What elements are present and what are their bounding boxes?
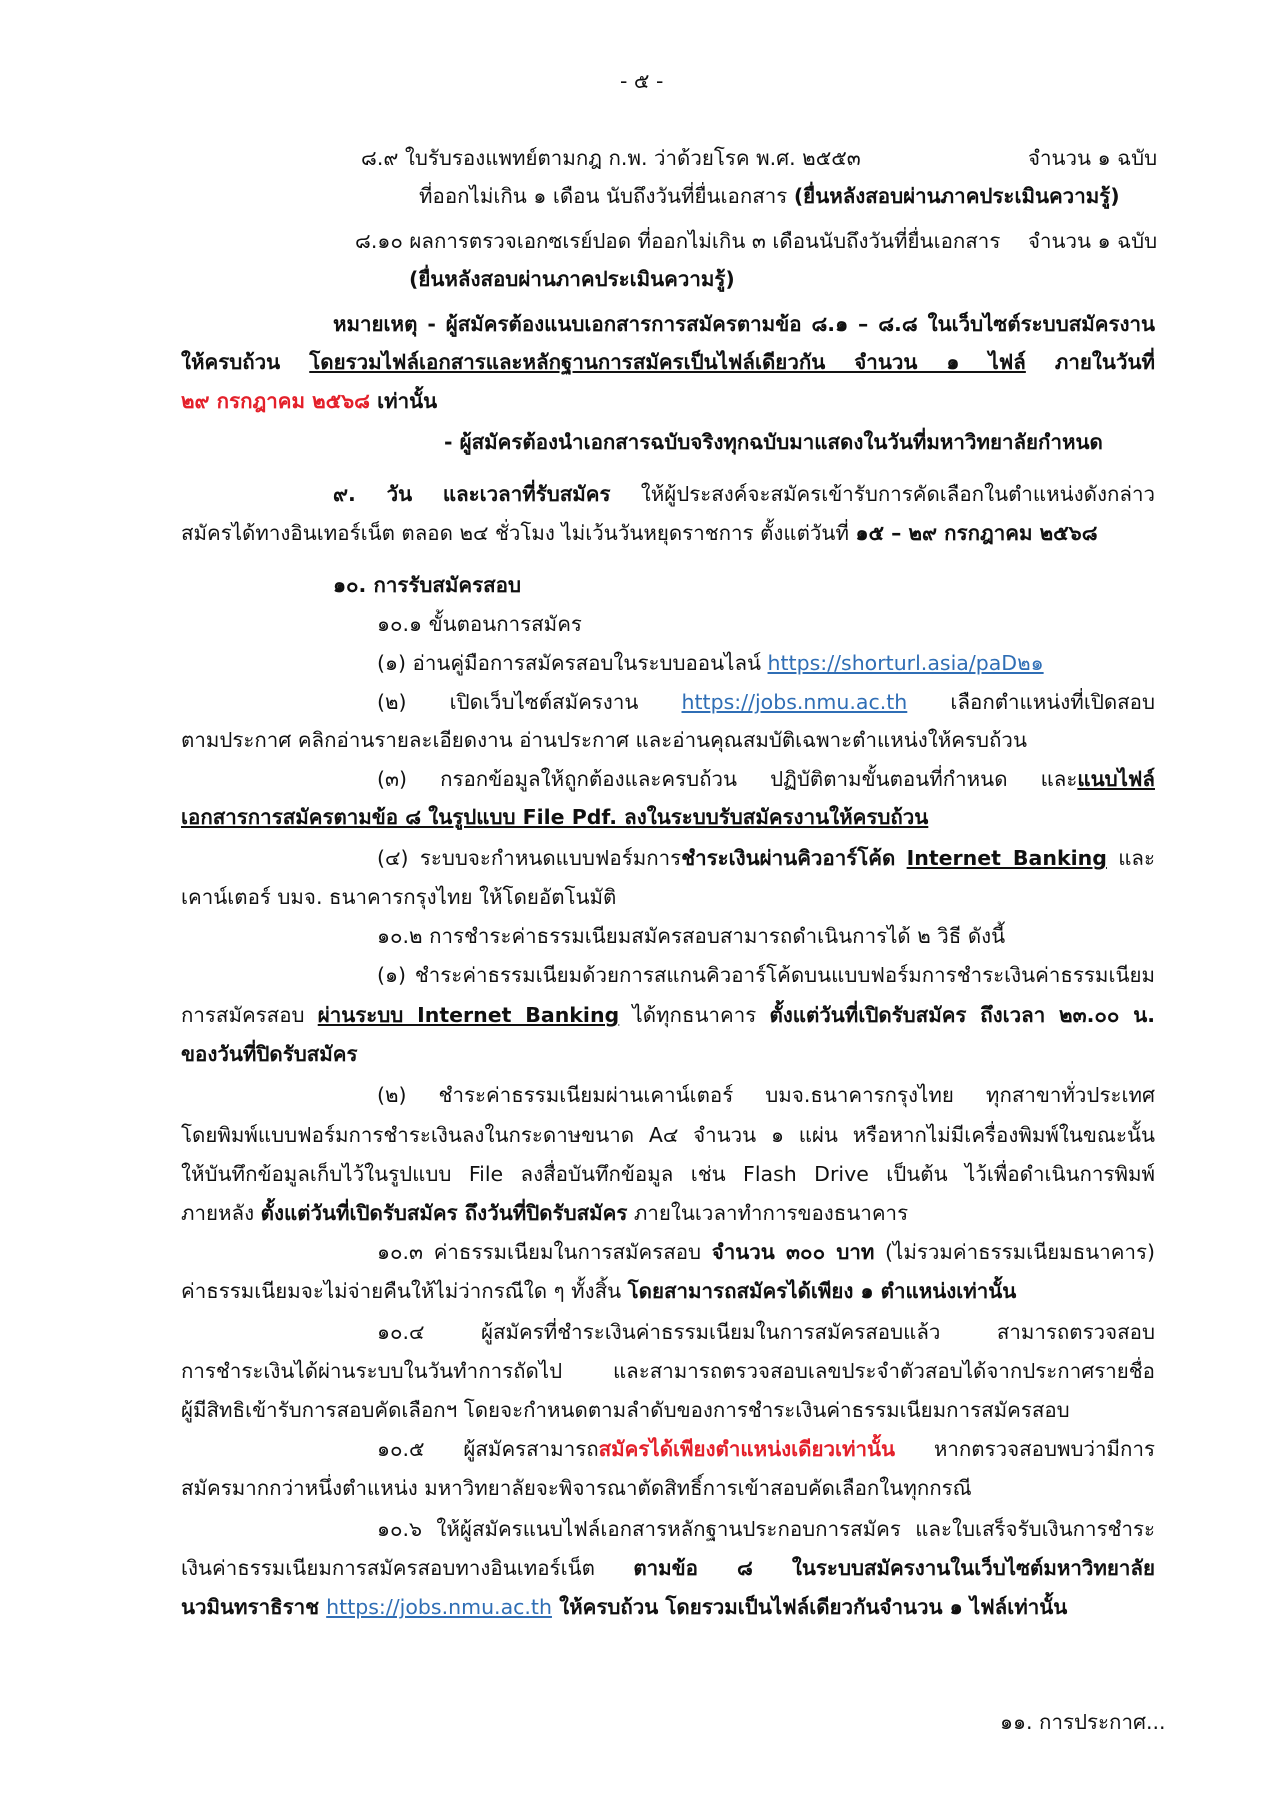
item-8-9-qty: จำนวน ๑ ฉบับ: [1028, 146, 1158, 170]
sec10-3-one-position: โดยสามารถสมัครได้เพียง ๑ ตำแหน่งเท่านั้น: [627, 1279, 1017, 1303]
sec10-2-item1-end-bold: ของวันที่ปิดรับสมัคร: [181, 1042, 358, 1066]
sec10-1-title: ๑๐.๑ ขั้นตอนการสมัคร: [377, 612, 582, 636]
item-8-10-line2-bold: (ยื่นหลังสอบผ่านภาคประเมินความรู้): [409, 267, 735, 291]
sec10-6-line3: [181, 1592, 1067, 1622]
sec9-line1: [333, 479, 1155, 509]
sec10-6-c: ตามข้อ ๘ ในระบบสมัครงานในเว็บไซต์มหาวิทยาลัย: [633, 1556, 1155, 1580]
sec10-2-item2-line2: โดยพิมพ์แบบฟอร์มการชำระเงินลงในกระดาษขนาด A๔ จำนวน ๑ แผ่น หรือหากไม่มีเครื่องพิมพ์ในขณะนั้น: [181, 1123, 1155, 1147]
sec9-date-range: ๑๕ – ๒๙ กรกฎาคม ๒๕๖๘: [855, 521, 1098, 545]
sec10-6-line2: [181, 1553, 1155, 1583]
sec10-5-warning: สมัครได้เพียงตำแหน่งเดียวเท่านั้น: [598, 1437, 896, 1461]
sec10-1-item1: [377, 648, 1044, 678]
item-8-9-line2: [419, 181, 1120, 211]
sec10-2-item2-line4: [181, 1198, 908, 1228]
sec10-3-cont: [181, 1276, 1016, 1306]
remark-line2: [181, 347, 1155, 377]
manual-link[interactable]: https://shorturl.asia/paD๒๑: [767, 651, 1044, 675]
item-8-9-line2-bold: (ยื่นหลังสอบผ่านภาคประเมินความรู้): [793, 184, 1120, 208]
sec10-4-line2: การชำระเงินได้ผ่านระบบในวันทำการถัดไป และสามารถตรวจสอบเลขประจำตัวสอบได้จากประกาศรายชื่อ: [181, 1359, 1155, 1383]
sec10-6-d: นวมินทราธิราช: [181, 1595, 327, 1619]
sec10-2-item2-line3: ให้บันทึกข้อมูลเก็บไว้ในรูปแบบ File ลงสื่อบันทึกข้อมูล เช่น Flash Drive เป็นต้น ไว้เพื่อดำเนินการพิมพ์: [181, 1162, 1155, 1186]
sec10-2-item2-period: ตั้งแต่วันที่เปิดรับสมัคร ถึงวันที่ปิดรับสมัคร: [260, 1201, 628, 1225]
remark-line3-b: เท่านั้น: [370, 389, 438, 413]
sec10-1-item4-cont: เคาน์เตอร์ บมจ. ธนาคารกรุงไทย ให้โดยอัตโนมัติ: [181, 885, 617, 909]
sec10-3-fee: จำนวน ๓๐๐ บาท: [711, 1240, 875, 1264]
sec10-1-item3-cont: [181, 802, 928, 832]
sec9-line1-text: ให้ผู้ประสงค์จะสมัครเข้ารับการคัดเลือกในตำแหน่งดังกล่าว: [610, 482, 1156, 506]
sec10-4: ๑๐.๔ ผู้สมัครที่ชำระเงินค่าธรรมเนียมในการสมัครสอบแล้ว สามารถตรวจสอบ: [377, 1320, 1155, 1344]
sec10-title: [333, 570, 521, 600]
next-section-footer: ๑๑. การประกาศ...: [1000, 1710, 1166, 1734]
item-8-9-line2-text: ที่ออกไม่เกิน ๑ เดือน นับถึงวันที่ยื่นเอกสาร: [419, 184, 794, 208]
sec10-2-item2-f: ภายในเวลาทำการของธนาคาร: [627, 1201, 909, 1225]
sec9-line2: [181, 518, 1098, 548]
remark-line2-a: ให้ครบถ้วน: [181, 350, 310, 374]
sec10-5-a: ๑๐.๕ ผู้สมัครสามารถ: [377, 1437, 599, 1461]
item-8-9-line1: ๘.๙ ใบรับรองแพทย์ตามกฎ ก.พ. ว่าด้วยโรค พ.ศ. ๒๕๕๓: [361, 146, 861, 170]
remark-line2-underlined: โดยรวมไฟล์เอกสารและหลักฐานการสมัครเป็นไฟล์เดียวกัน จำนวน ๑ ไฟล์: [309, 350, 1026, 374]
sec10-2-item2: (๒) ชำระค่าธรรมเนียมผ่านเคาน์เตอร์ บมจ.ธนาคารกรุงไทย ทุกสาขาทั่วประเทศ: [377, 1083, 1155, 1107]
sec10-1-item1-text: (๑) อ่านคู่มือการสมัครสอบในระบบออนไลน์: [377, 651, 768, 675]
sec10-1-item4: [377, 843, 1155, 873]
sec10-6-b: เงินค่าธรรมเนียมการสมัครสอบทางอินเทอร์เน็ต: [181, 1556, 634, 1580]
sec10-2-item1: (๑) ชำระค่าธรรมเนียมด้วยการสแกนคิวอาร์โค้ดบนแบบฟอร์มการชำระเงินค่าธรรมเนียม: [377, 963, 1155, 987]
sec10-2-item1-cont: [181, 1000, 1155, 1030]
sec9-title: ๙. วัน และเวลาที่รับสมัคร: [333, 482, 611, 506]
sec10-2-item1-end: [181, 1039, 357, 1069]
sec10-2-item1-banking: ผ่านระบบ Internet Banking: [317, 1003, 620, 1027]
sec10-6: ๑๐.๖ ให้ผู้สมัครแนบไฟล์เอกสารหลักฐานประกอบการสมัคร และใบเสร็จรับเงินการชำระ: [377, 1517, 1155, 1541]
sec10-6-e: ให้ครบถ้วน โดยรวมเป็นไฟล์เดียวกันจำนวน ๑ ไฟล์เท่านั้น: [551, 1595, 1068, 1619]
page-number: - ๕ -: [620, 69, 664, 93]
item-8-10-line1: ๘.๑๐ ผลการตรวจเอกซเรย์ปอด ที่ออกไม่เกิน ๓ เดือนนับถึงวันที่ยื่นเอกสาร: [355, 229, 1001, 253]
sec10-1-item2: [377, 687, 1155, 717]
remark-line4: [444, 427, 1103, 457]
sec10-1-item3: [377, 764, 1155, 794]
sec10-1-item4-and: และ: [1106, 846, 1155, 870]
remark-line2-c: ภายในวันที่: [1025, 350, 1155, 374]
sec10-5-line2: สมัครมากกว่าหนึ่งตำแหน่ง มหาวิทยาลัยจะพิจารณาตัดสิทธิ์การเข้าสอบคัดเลือกในทุกกรณี: [181, 1476, 972, 1500]
remark-line4-text: - ผู้สมัครต้องนำเอกสารฉบับจริงทุกฉบับมาแสดงในวันที่มหาวิทยาลัยกำหนด: [444, 430, 1103, 454]
remark-line1-text: หมายเหตุ - ผู้สมัครต้องแนบเอกสารการสมัครตามข้อ ๘.๑ – ๘.๘ ในเว็บไซต์ระบบสมัครงาน: [333, 312, 1155, 336]
sec10-2-item1-b: การสมัครสอบ: [181, 1003, 318, 1027]
sec10-1-item3-cont-bold: เอกสารการสมัครตามข้อ ๘ ในรูปแบบ File Pdf. ลงในระบบรับสมัครงานให้ครบถ้วน: [181, 805, 929, 829]
sec10-title-text: ๑๐. การรับสมัครสอบ: [333, 573, 521, 597]
sec10-3: [377, 1237, 1155, 1267]
remark-deadline-date: ๒๙ กรกฎาคม ๒๕๖๘: [181, 389, 370, 413]
jobs-site-link[interactable]: https://jobs.nmu.ac.th: [681, 690, 908, 714]
jobs-site-link-2[interactable]: https://jobs.nmu.ac.th: [326, 1595, 552, 1619]
sec10-2-title: ๑๐.๒ การชำระค่าธรรมเนียมสมัครสอบสามารถดำเนินการได้ ๒ วิธี ดังนี้: [377, 924, 1006, 948]
sec10-5: [377, 1434, 1155, 1464]
sec10-1-item4-text: (๔) ระบบจะกำหนดแบบฟอร์มการ: [377, 846, 682, 870]
sec10-2-item1-d: ได้ทุกธนาคาร: [619, 1003, 770, 1027]
sec10-1-item4-bold: ชำระเงินผ่านคิวอาร์โค้ด: [681, 846, 896, 870]
remark-line1: [333, 309, 1155, 339]
sec9-line2-text: สมัครได้ทางอินเทอร์เน็ต ตลอด ๒๔ ชั่วโมง ไม่เว้นวันหยุดราชการ ตั้งแต่วันที่: [181, 521, 856, 545]
sec10-3-c: (ไม่รวมค่าธรรมเนียมธนาคาร): [874, 1240, 1155, 1264]
sec10-2-item2-d: ภายหลัง: [181, 1201, 261, 1225]
sec10-3-d: ค่าธรรมเนียมจะไม่จ่ายคืนให้ไม่ว่ากรณีใด ๆ ทั้งสิ้น: [181, 1279, 628, 1303]
sec10-1-item4-banking: Internet Banking: [906, 846, 1107, 870]
remark-line3: [181, 386, 437, 416]
sec10-2-item1-time: ตั้งแต่วันที่เปิดรับสมัคร ถึงเวลา ๒๓.๐๐ น.: [769, 1003, 1156, 1027]
sec10-1-item2-text: (๒) เปิดเว็บไซต์สมัครงาน: [377, 690, 682, 714]
sec10-1-item2-text-b: เลือกตำแหน่งที่เปิดสอบ: [907, 690, 1155, 714]
item-8-10-qty: จำนวน ๑ ฉบับ: [1028, 229, 1158, 253]
sec10-4-line3: ผู้มีสิทธิเข้ารับการสอบคัดเลือกฯ โดยจะกำหนดตามลำดับของการชำระเงินค่าธรรมเนียมการสมัครสอบ: [181, 1398, 1070, 1422]
sec10-1-item3-text: (๓) กรอกข้อมูลให้ถูกต้องและครบถ้วน ปฏิบัติตามขั้นตอนที่กำหนด และ: [377, 767, 1078, 791]
sec10-1-item3-bold: แนบไฟล์: [1077, 767, 1155, 791]
item-8-10-line2: [409, 264, 735, 294]
sec10-1-item2-cont: ตามประกาศ คลิกอ่านรายละเอียดงาน อ่านประกาศ และอ่านคุณสมบัติเฉพาะตำแหน่งให้ครบถ้วน: [181, 728, 1027, 752]
sec10-3-a: ๑๐.๓ ค่าธรรมเนียมในการสมัครสอบ: [377, 1240, 712, 1264]
sec10-5-c: หากตรวจสอบพบว่ามีการ: [895, 1437, 1155, 1461]
